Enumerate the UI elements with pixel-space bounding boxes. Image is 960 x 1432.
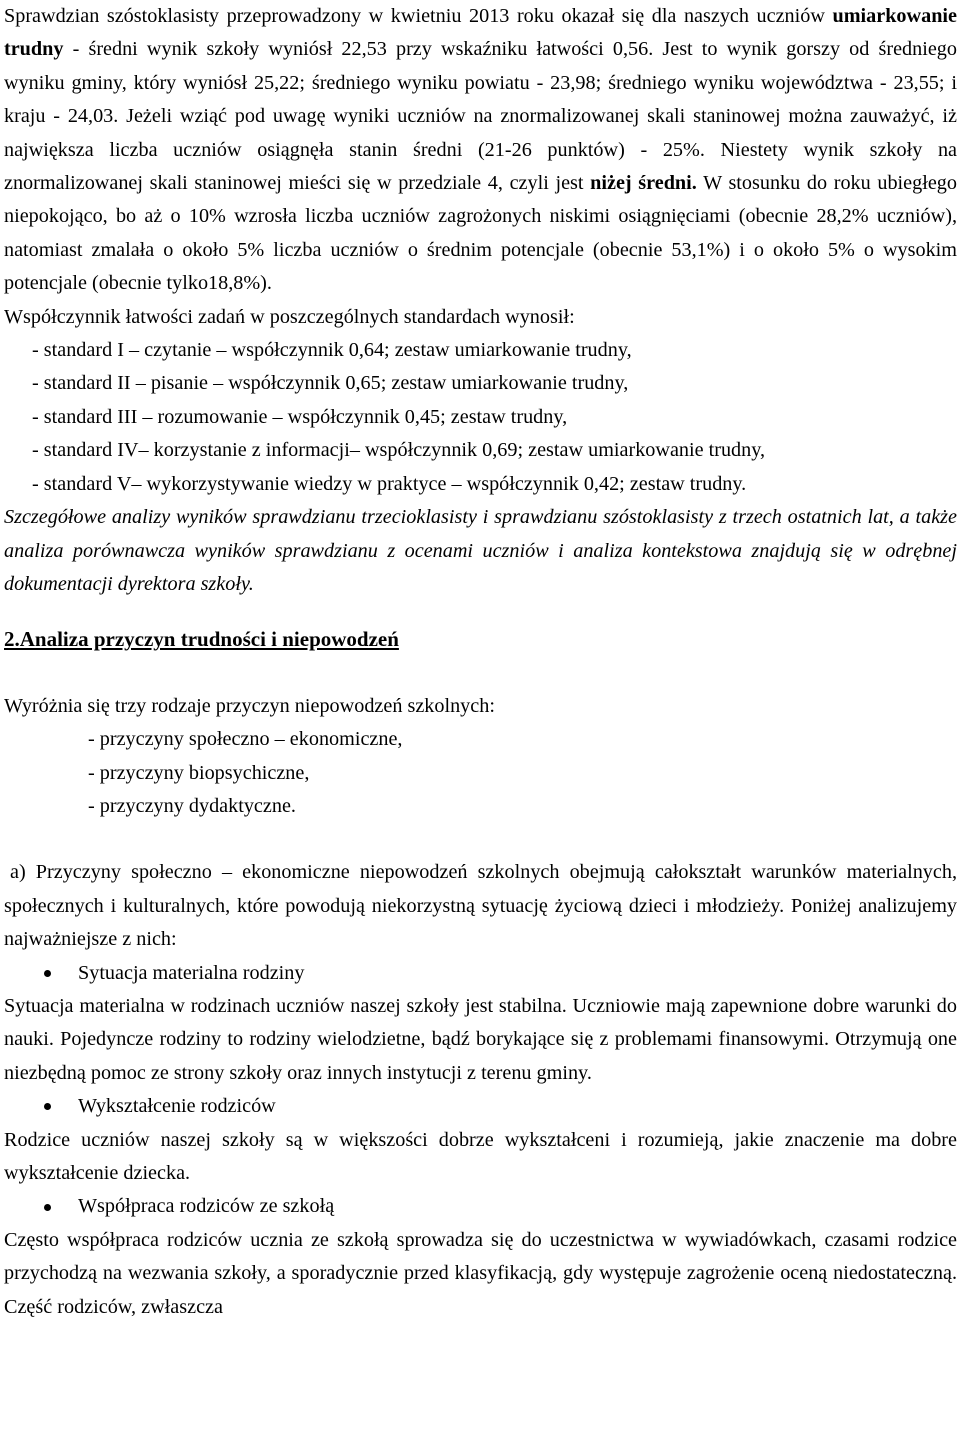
causes-intro: Wyróżnia się trzy rodzaje przyczyn niepowodzeń szkolnych:	[4, 694, 495, 717]
intro-text: Sprawdzian szóstoklasisty przeprowadzony w kwietniu 2013 roku okazał się dla naszych uczniów	[4, 5, 833, 27]
standard-item: - standard V– wykorzystywanie wiedzy w praktyce – współczynnik 0,42; zestaw trudny.	[32, 472, 747, 495]
paragraph-a: a) Przyczyny społeczno – ekonomiczne niepowodzeń szkolnych obejmują całokształt warunków materialnych, społecznych i kulturalnych, które powodują niekorzystną sytuację życiową dzieci i młodzieży. Poniżej analizujemy najważniejsze z nich:	[4, 861, 957, 951]
standards-intro: Współczynnik łatwości zadań w poszczególnych standardach wynosił:	[4, 305, 575, 328]
bullet-icon	[44, 1204, 51, 1211]
bullet-heading	[4, 1090, 957, 1123]
stanine-rating: niżej średni.	[590, 172, 697, 195]
cause-item: - przyczyny społeczno – ekonomiczne,	[88, 728, 403, 751]
bullet-icon	[44, 1103, 51, 1110]
spacer	[4, 657, 957, 690]
bullet-heading	[4, 957, 957, 990]
bullet-title: Sytuacja materialna rodziny	[78, 961, 305, 984]
standards-list	[4, 334, 957, 501]
standard-item: - standard II – pisanie – współczynnik 0,65; zestaw umiarkowanie trudny,	[32, 372, 629, 395]
bullet-paragraph: Sytuacja materialna w rodzinach uczniów naszej szkoły jest stabilna. Uczniowie mają zapewnione dobre warunki do nauki. Pojedyncze rodziny to rodziny wielodzietne, bądź borykające się z problemami finansowymi. Otrzymują one niezbędną pomoc ze strony szkoły oraz innych instytucji z terenu gminy.	[4, 994, 957, 1084]
intro-paragraph	[4, 0, 957, 301]
standard-item: - standard IV– korzystanie z informacji– współczynnik 0,69; zestaw umiarkowanie trudny,	[32, 439, 766, 462]
bullet-title: Współpraca rodziców ze szkołą	[78, 1195, 335, 1218]
analysis-note: Szczegółowe analizy wyników sprawdzianu trzecioklasisty i sprawdzianu szóstoklasisty z trzech ostatnich lat, a także analiza porównawcza wyników sprawdzianu z ocenami uczniów i analiza kontekstowa znajdują się w odrębnej dokumentacji dyrektora szkoły.	[4, 506, 957, 595]
standard-item: - standard III – rozumowanie – współczynnik 0,45; zestaw trudny,	[32, 405, 568, 428]
bullet-heading	[4, 1190, 957, 1223]
intro-text: W stosunku do roku ubiegłego niepokojąco, bo aż o 10% wzrosła liczba uczniów zagrożonych niskimi osiągnięciami (obecnie 28,2% uczniów), natomiast zmalała o około 5% liczba uczniów o średnim potencjale (obecnie 53,1%) i o około 5% o wysokim potencjale (obecnie tylko18,8%).	[4, 172, 957, 295]
difficulty-rating: umiarkowanie trudny	[4, 5, 957, 61]
section-heading: 2.Analiza przyczyn trudności i niepowodzeń	[4, 627, 399, 652]
intro-text: - średni wynik szkoły wyniósł 22,53 przy wskaźniku łatwości 0,56. Jest to wynik gorszy od średniego wyniku gminy, który wyniósł 25,22; średniego wyniku powiatu - 23,98; średniego wyniku województwa - 23,55; i kraju - 24,03. Jeżeli wziąć pod uwagę wyniki uczniów na znormalizowanej skali staninowej można zauważyć, iż największa liczba uczniów osiągnęła stanin średni (21-26 punktów) - 25%. Niestety wynik szkoły na znormalizowanej skali staninowej mieści się w przedziale 4, czyli jest	[4, 38, 957, 195]
cause-item: - przyczyny dydaktyczne.	[88, 794, 296, 817]
causes-list	[4, 723, 957, 823]
bullet-paragraph: Rodzice uczniów naszej szkoły są w większości dobrze wykształceni i rozumieją, jakie znaczenie ma dobre wykształcenie dziecka.	[4, 1128, 957, 1184]
bullet-icon	[44, 970, 51, 977]
bullet-paragraph: Często współpraca rodziców ucznia ze szkołą sprowadza się do uczestnictwa w wywiadówkach, czasami rodzice przychodzą na wezwania szkoły, a sporadycznie przed klasyfikacją, gdy występuje zagrożenie oceną niedostateczną. Część rodziców, zwłaszcza	[4, 1228, 957, 1318]
bullet-title: Wykształcenie rodziców	[78, 1095, 276, 1118]
spacer	[4, 823, 957, 856]
cause-item: - przyczyny biopsychiczne,	[88, 761, 310, 784]
standard-item: - standard I – czytanie – współczynnik 0,64; zestaw umiarkowanie trudny,	[32, 339, 632, 362]
